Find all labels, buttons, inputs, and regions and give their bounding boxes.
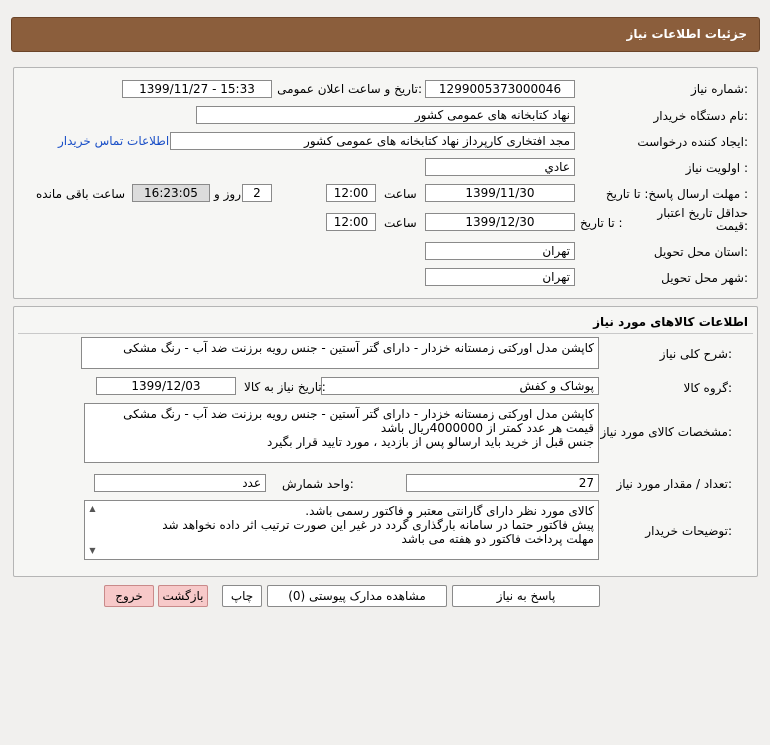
quantity-label: تعداد / مقدار مورد نیاز: xyxy=(616,477,732,491)
announce-date-field: 1399/11/27 - 15:33 xyxy=(122,80,272,98)
page-title: جزئیات اطلاعات نیاز xyxy=(626,27,747,41)
specs-line: جنس قبل از خرید باید ارسالو پس از بازدید ، مورد تایید قرار بگیرد xyxy=(267,435,594,449)
validity-time-label: ساعت xyxy=(384,216,417,230)
deadline-label: مهلت ارسال پاسخ: تا تاریخ : xyxy=(605,187,748,201)
deadline-time-field: 12:00 xyxy=(326,184,376,202)
province-field: تهران xyxy=(425,242,575,260)
validity-label: حداقل تاریخ اعتبار قیمت: xyxy=(657,206,748,233)
reply-button[interactable]: پاسخ به نیاز xyxy=(452,585,600,607)
buyer-label: نام دستگاه خریدار: xyxy=(653,109,748,123)
need-info-panel xyxy=(13,67,758,299)
notes-line: مهلت پرداخت فاکتور دو هفته می باشد xyxy=(401,532,594,546)
goods-section-title: اطلاعات کالاهای مورد نیاز xyxy=(593,315,748,329)
notes-line: پیش فاکتور حتما در سامانه بارگذاری گردد در غیر این صورت ترتیب اثر داده نخواهد شد xyxy=(162,518,594,532)
buyer-field: نهاد کتابخانه های عمومی کشور xyxy=(196,106,575,124)
description-field: کاپشن مدل اورکتی زمستانه خزدار - دارای گتر آستین - جنس رویه برزنت ضد آب - رنگ مشکی xyxy=(81,337,599,369)
need-number-label: شماره نیاز: xyxy=(690,82,748,96)
need-date-label: تاریخ نیاز به کالا: xyxy=(244,380,326,394)
goods-group-field: پوشاک و کفش xyxy=(321,377,599,395)
need-date-field: 1399/12/03 xyxy=(96,377,236,395)
priority-field: عادي xyxy=(425,158,575,176)
remaining-time-field: 16:23:05 xyxy=(132,184,210,202)
days-label: روز و xyxy=(214,187,241,201)
unit-label: واحد شمارش: xyxy=(282,477,354,491)
unit-field: عدد xyxy=(94,474,266,492)
specs-line: کاپشن مدل اورکتی زمستانه خزدار - دارای گتر آستین - جنس رویه برزنت ضد آب - رنگ مشکی xyxy=(123,407,594,421)
specs-label: مشخصات کالای مورد نیاز: xyxy=(600,425,732,439)
need-number-field: 1299005373000046 xyxy=(425,80,575,98)
province-label: استان محل تحویل: xyxy=(653,245,748,259)
back-button[interactable]: بازگشت xyxy=(158,585,208,607)
requester-field: مجد افتخاری کارپرداز نهاد کتابخانه های عمومی کشور xyxy=(170,132,575,150)
buyer-notes-textarea[interactable] xyxy=(84,500,599,560)
section-divider xyxy=(18,333,753,334)
priority-label: اولویت نیاز : xyxy=(685,161,748,175)
scroll-up-icon[interactable]: ▲ xyxy=(89,504,96,513)
attachments-button[interactable]: مشاهده مدارک پیوستی (0) xyxy=(267,585,447,607)
validity-time-field: 12:00 xyxy=(326,213,376,231)
deadline-time-label: ساعت xyxy=(384,187,417,201)
notes-line: کالای مورد نظر دارای گارانتی معتبر و فاکتور رسمی باشد. xyxy=(305,504,594,518)
page-header xyxy=(11,17,760,52)
specs-line: قیمت هر عدد کمتر از 4000000ریال باشد xyxy=(380,421,594,435)
quantity-field: 27 xyxy=(406,474,599,492)
deadline-date-field: 1399/11/30 xyxy=(425,184,575,202)
print-button[interactable]: چاپ xyxy=(222,585,262,607)
buyer-contact-link[interactable]: اطلاعات تماس خریدار xyxy=(58,134,170,148)
specs-field xyxy=(84,403,599,463)
scroll-down-icon[interactable]: ▼ xyxy=(89,546,96,555)
validity-to-label: تا تاریخ : xyxy=(580,216,623,230)
buyer-notes-label: توضیحات خریدار: xyxy=(645,524,732,538)
description-label: شرح کلی نیاز: xyxy=(659,347,732,361)
goods-group-label: گروه کالا: xyxy=(683,381,732,395)
city-label: شهر محل تحویل: xyxy=(661,271,748,285)
validity-date-field: 1399/12/30 xyxy=(425,213,575,231)
city-field: تهران xyxy=(425,268,575,286)
remaining-label: ساعت باقی مانده xyxy=(36,187,126,201)
notes-scrollbar[interactable] xyxy=(86,502,99,558)
announce-date-label: تاریخ و ساعت اعلان عمومی: xyxy=(277,82,422,96)
exit-button[interactable]: خروج xyxy=(104,585,154,607)
requester-label: ایجاد کننده درخواست: xyxy=(637,135,748,149)
remaining-days-field: 2 xyxy=(242,184,272,202)
